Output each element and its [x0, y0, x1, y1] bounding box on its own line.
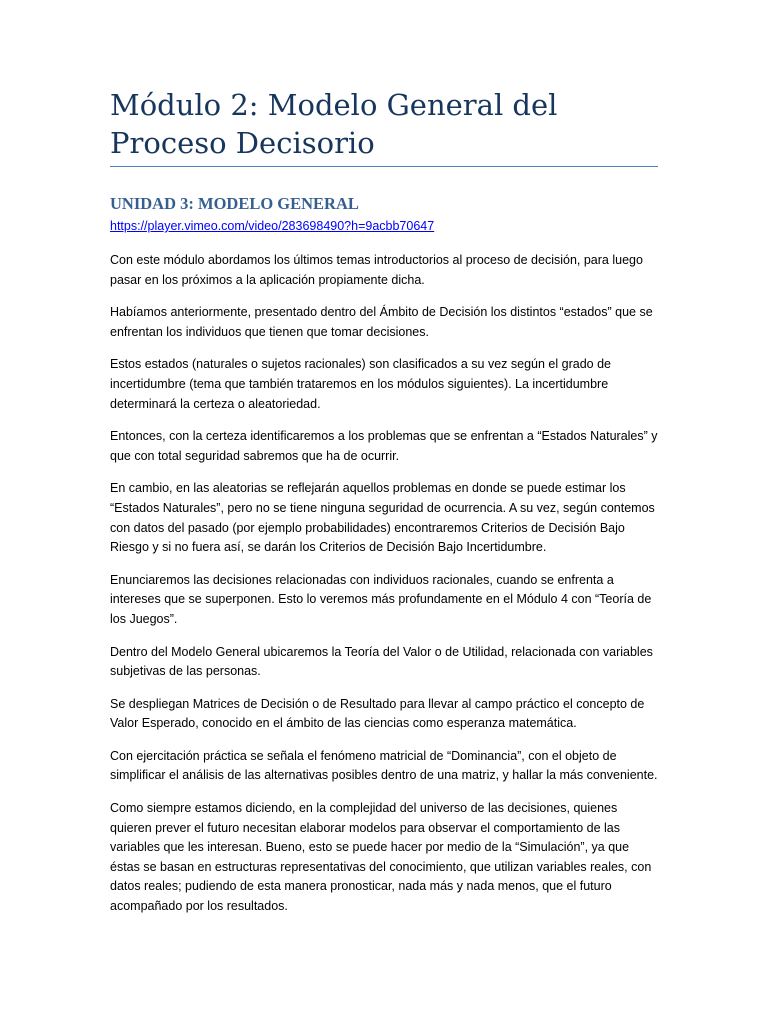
- paragraph-2: Habíamos anteriormente, presentado dentro del Ámbito de Decisión los distintos “estados” que se enfrentan los individuos que tienen que tomar decisiones.: [110, 305, 653, 339]
- unit-heading: UNIDAD 3: MODELO GENERAL: [110, 194, 359, 213]
- paragraph-1: Con este módulo abordamos los últimos temas introductorios al proceso de decisión, para luego pasar en los próximos a la aplicación propiamente dicha.: [110, 253, 643, 287]
- paragraph-10: Como siempre estamos diciendo, en la complejidad del universo de las decisiones, quienes quieren prever el futuro necesitan elaborar modelos para observar el comportamiento de las variables que les interesan. Bueno, esto se puede hacer por medio de la “Simulación”, ya que éstas se basan en estructuras representativas del conocimiento, que utilizan variables reales, con datos reales; pudiendo de esta manera pronosticar, nada más y nada menos, que el futuro acompañado por los resultados.: [110, 801, 652, 914]
- video-link[interactable]: https://player.vimeo.com/video/283698490?h=9acbb70647: [110, 219, 435, 233]
- paragraph-3: Estos estados (naturales o sujetos racionales) son clasificados a su vez según el grado de incertidumbre (tema que también trataremos en los módulos siguientes). La incertidumbre determinará la certeza o aleatoriedad.: [110, 357, 611, 411]
- paragraph-4: Entonces, con la certeza identificaremos a los problemas que se enfrentan a “Estados Naturales” y que con total seguridad sabremos que ha de ocurrir.: [110, 429, 658, 463]
- paragraph-5: En cambio, en las aleatorias se reflejarán aquellos problemas en donde se puede estimar los “Estados Naturales”, pero no se tiene ninguna seguridad de ocurrencia. A su vez, según contemos con datos del pasado (por ejemplo probabilidades) encontraremos Criterios de Decisión Bajo Riesgo y si no fuera así, se darán los Criterios de Decisión Bajo Incertidumbre.: [110, 481, 655, 555]
- paragraph-6: Enunciaremos las decisiones relacionadas con individuos racionales, cuando se enfrenta a intereses que se superponen. Esto lo veremos más profundamente en el Módulo 4 con “Teoría de los Juegos”.: [110, 572, 652, 626]
- paragraph-7: Dentro del Modelo General ubicaremos la Teoría del Valor o de Utilidad, relacionada con variables subjetivas de las personas.: [110, 644, 653, 679]
- document-title: Módulo 2: Modelo General del Proceso Decisorio: [110, 86, 658, 167]
- paragraph-8: Se despliegan Matrices de Decisión o de Resultado para llevar al campo práctico el concepto de Valor Esperado, conocido en el ámbito de las ciencias como esperanza matemática.: [110, 696, 645, 731]
- paragraph-9: Con ejercitación práctica se señala el fenómeno matricial de “Dominancia”, con el objeto de simplificar el análisis de las alternativas posibles dentro de una matriz, y hallar la más conveniente.: [110, 748, 658, 783]
